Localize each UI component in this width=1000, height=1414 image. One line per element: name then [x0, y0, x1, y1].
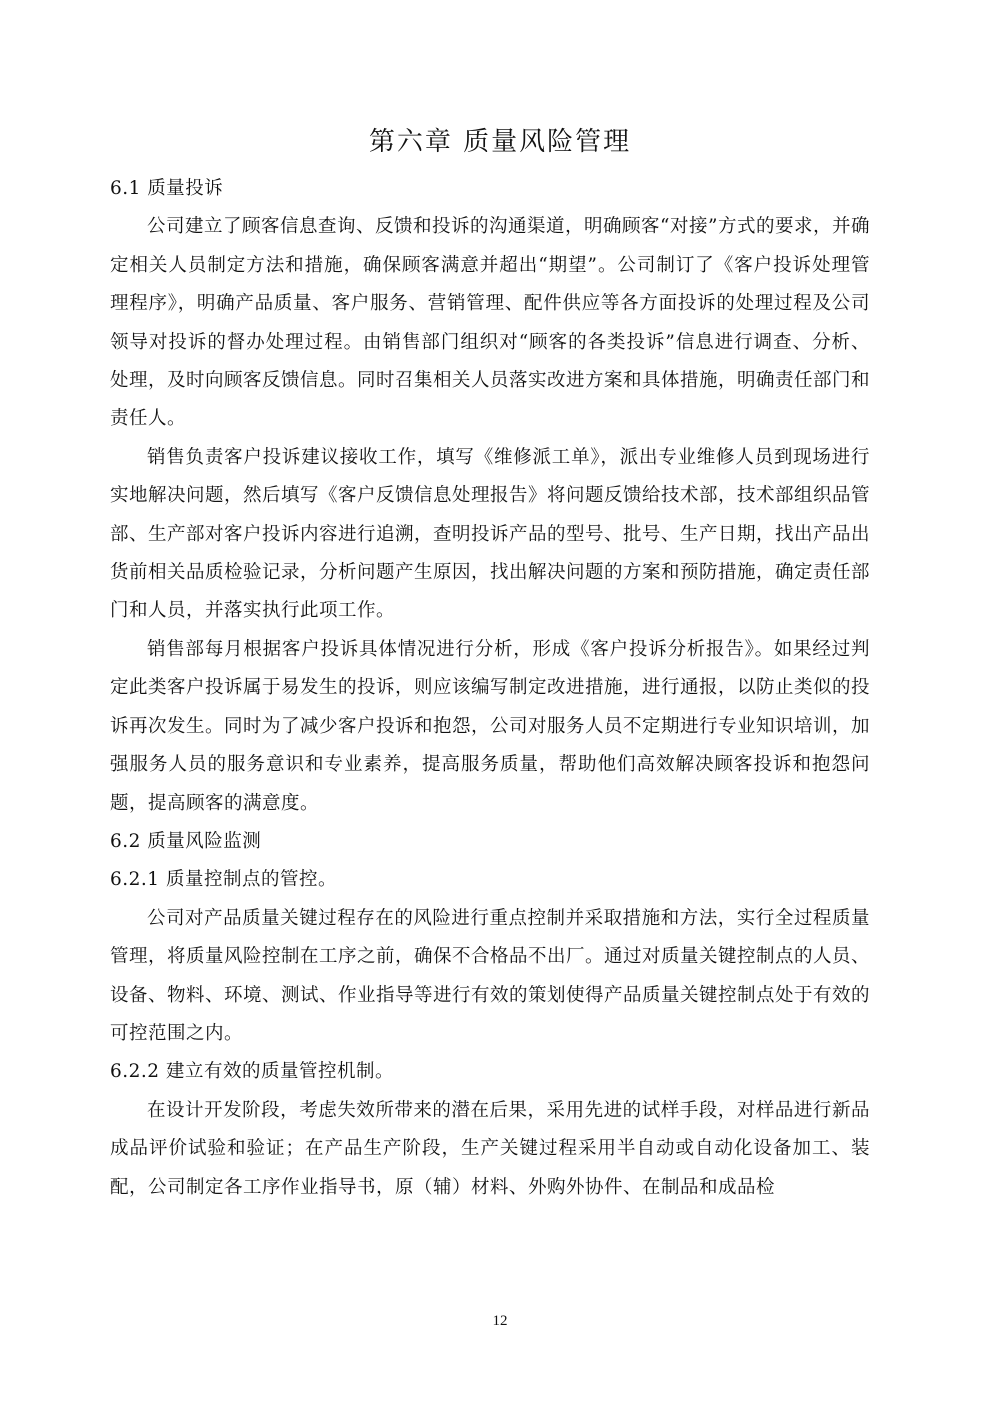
paragraph-6-1-3: 销售部每月根据客户投诉具体情况进行分析，形成《客户投诉分析报告》。如果经过判定此类客户投诉属于易发生的投诉，则应该编写制定改进措施，进行通报，以防止类似的投诉再次发生。同时为了减少客户投诉和抱怨，公司对服务人员不定期进行专业知识培训，加强服务人员的服务意识和专业素养，提高服务质量，帮助他们高效解决顾客投诉和抱怨问题，提高顾客的满意度。 [110, 638, 871, 814]
paragraph-6-2-1: 公司对产品质量关键过程存在的风险进行重点控制并采取措施和方法，实行全过程质量管理，将质量风险控制在工序之前，确保不合格品不出厂。通过对质量关键控制点的人员、设备、物料、环境、测试、作业指导等进行有效的策划使得产品质量关键控制点处于有效的可控范围之内。 [110, 907, 871, 1044]
section-heading-6-2: 6.2 质量风险监测 [110, 830, 262, 852]
section-heading-6-1: 6.1 质量投诉 [110, 178, 224, 199]
chapter-title: 第六章 质量风险管理 [368, 127, 632, 157]
page-number: 12 [492, 1313, 508, 1329]
page-content [110, 170, 870, 1207]
subsection-heading-6-2-2: 6.2.2 建立有效的质量管控机制。 [110, 1061, 394, 1083]
paragraph-6-1-1: 公司建立了顾客信息查询、反馈和投诉的沟通渠道，明确顾客“对接”方式的要求，并确定相关人员制定方法和措施，确保顾客满意并超出“期望”。公司制订了《客户投诉处理管理程序》，明确产品质量、客户服务、营销管理、配件供应等各方面投诉的处理过程及公司领导对投诉的督办处理过程。由销售部门组织对“顾客的各类投诉”信息进行调查、分析、处理，及时向顾客反馈信息。同时召集相关人员落实改进方案和具体措施，明确责任部门和责任人。 [110, 216, 871, 430]
paragraph-6-1-2: 销售负责客户投诉建议接收工作，填写《维修派工单》，派出专业维修人员到现场进行实地解决问题，然后填写《客户反馈信息处理报告》将问题反馈给技术部，技术部组织品管部、生产部对客户投诉内容进行追溯，查明投诉产品的型号、批号、生产日期，找出产品出货前相关品质检验记录，分析问题产生原因，找出解决问题的方案和预防措施，确定责任部门和人员，并落实执行此项工作。 [110, 446, 871, 622]
paragraph-6-2-2: 在设计开发阶段，考虑失效所带来的潜在后果，采用先进的试样手段，对样品进行新品成品评价试验和验证；在产品生产阶段，生产关键过程采用半自动或自动化设备加工、装配，公司制定各工序作业指导书，原（辅）材料、外购外协件、在制品和成品检 [110, 1099, 870, 1198]
subsection-heading-6-2-1: 6.2.1 质量控制点的管控。 [110, 869, 337, 891]
